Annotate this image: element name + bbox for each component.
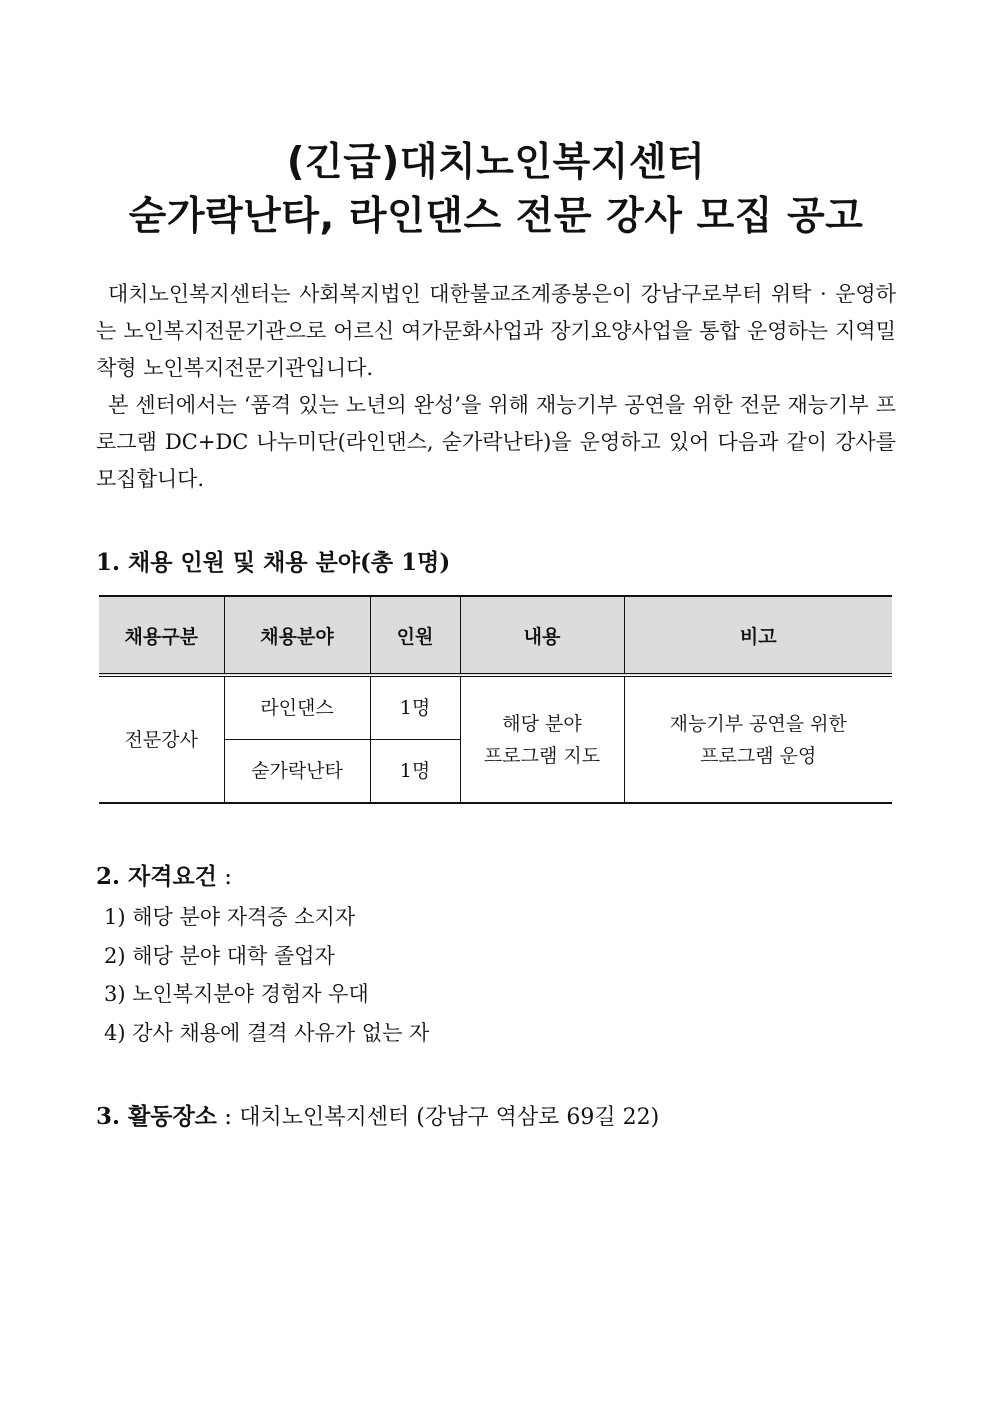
section-2-title: 2. 자격요건 <box>96 863 217 890</box>
qualification-list <box>104 898 429 1052</box>
list-item: 2) 해당 분야 대학 졸업자 <box>104 943 335 968</box>
title-line-2: 숟가락난타, 라인댄스 전문 강사 모집 공고 <box>128 194 864 239</box>
cell-count: 1명 <box>370 740 460 804</box>
note-line-1: 재능기부 공연을 위한 <box>669 712 847 735</box>
list-item: 3) 노인복지분야 경험자 우대 <box>104 982 369 1006</box>
section-2-heading <box>96 858 232 891</box>
document-title <box>60 136 932 244</box>
table-header-row <box>99 596 892 675</box>
content-line-2: 프로그램 지도 <box>483 744 601 767</box>
cell-content <box>460 675 624 803</box>
recruitment-table <box>99 595 892 804</box>
note-line-2: 프로그램 운영 <box>700 744 817 767</box>
title-line-1: (긴급)대치노인복지센터 <box>286 140 706 185</box>
activity-location: 대치노인복지센터 (강남구 역삼로 69길 22) <box>239 1105 660 1130</box>
section-3-heading <box>96 1098 659 1131</box>
section-2-colon: : <box>216 864 232 890</box>
header-field: 채용분야 <box>224 596 370 675</box>
cell-field: 숟가락난타 <box>224 740 370 804</box>
header-count: 인원 <box>370 596 460 675</box>
list-item: 4) 강사 채용에 결격 사유가 없는 자 <box>104 1020 430 1045</box>
section-3-title: 3. 활동장소 <box>96 1103 217 1130</box>
intro-text <box>96 276 896 498</box>
table-row <box>99 675 892 740</box>
section-3-colon: : <box>216 1104 240 1130</box>
header-content: 내용 <box>460 596 624 675</box>
intro-paragraph-1: 대치노인복지센터는 사회복지법인 대한불교조계종봉은이 강남구로부터 위탁 · 운영하는 노인복지전문기관으로 어르신 여가문화사업과 장기요양사업을 통합 운영하는 지역밀착형 노인복지전문기관입니다. <box>96 282 896 380</box>
cell-count: 1명 <box>370 675 460 740</box>
header-category: 채용구분 <box>99 596 224 675</box>
list-item: 1) 해당 분야 자격증 소지자 <box>104 905 356 929</box>
header-note: 비고 <box>624 596 892 675</box>
cell-field: 라인댄스 <box>224 675 370 740</box>
intro-paragraph-2: 본 센터에서는 ‘품격 있는 노년의 완성’을 위해 재능기부 공연을 위한 전문 재능기부 프로그램 DC+DC 나누미단(라인댄스, 숟가락난타)을 운영하고 있어 다음과 같이 강사를 모집합니다. <box>96 393 896 491</box>
cell-note <box>624 675 892 803</box>
content-line-1: 해당 분야 <box>502 712 582 735</box>
section-1-heading <box>96 544 450 577</box>
section-1-title: 1. 채용 인원 및 채용 분야(총 1명) <box>96 549 451 576</box>
cell-category: 전문강사 <box>99 675 224 803</box>
